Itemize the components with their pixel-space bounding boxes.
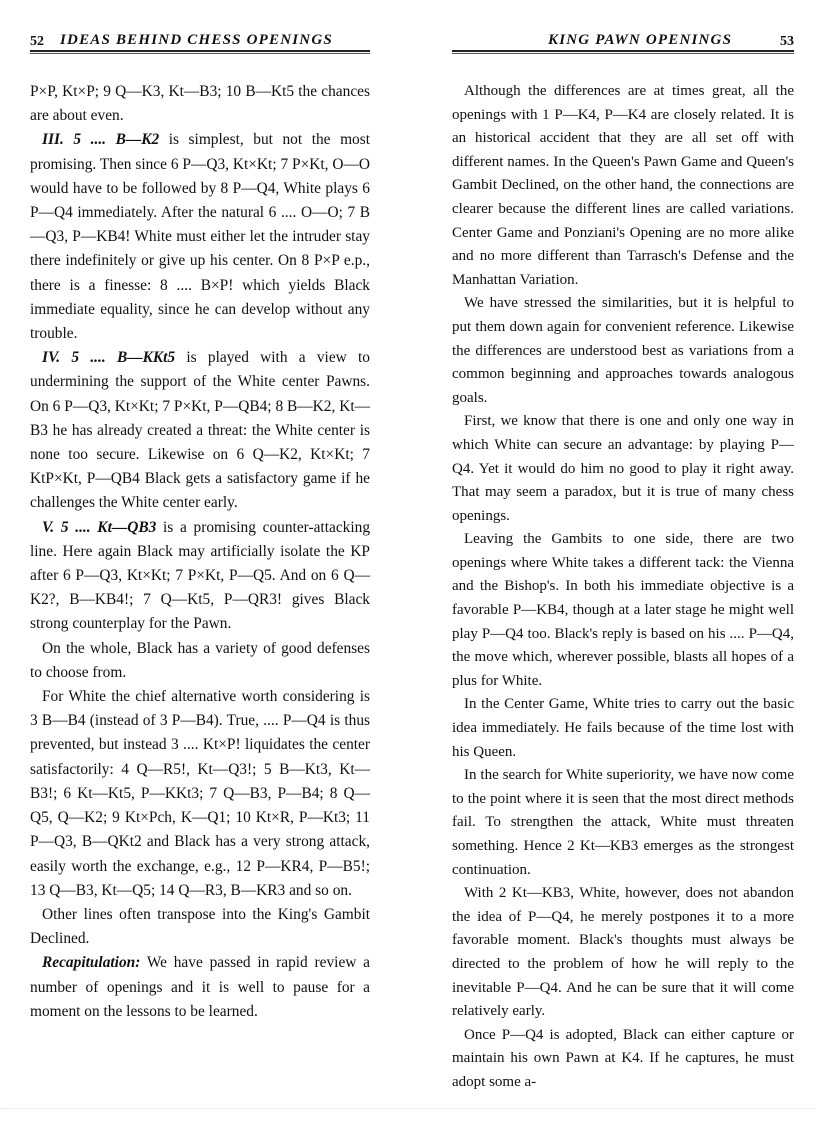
paragraph: Although the differences are at times great, all the openings with 1 P—K4, P—K4 are closely related. It is an historical accident that they are all set off with different names. In the Queen's Pawn Game and Queen's Gambit Declined, on the other hand, the connections are clearer because the different lines are called variations. Center Game and Ponziani's Opening are no more alike and no more different than Tarrasch's Defense and the Manhattan Variation. (452, 83, 794, 288)
header-rule-thin (452, 53, 794, 54)
right-page-number: 53 (780, 34, 794, 49)
variation-heading: III. 5 .... B—K2 (42, 131, 160, 149)
header-rule (30, 50, 370, 52)
paragraph: P×P, Kt×P; 9 Q—K3, Kt—B3; 10 B—Kt5 the chances are about even. (30, 83, 370, 125)
left-page-body (30, 80, 370, 1024)
paragraph: V. 5 .... Kt—QB3 is a promising counter-attacking line. Here again Black may artificially isolate the KP after 6 P—Q3, Kt×Kt; 7 P×Kt, P—Q5. And on 6 Q—K2?, B—KB4!; 7 Q—Kt5, P—QR3! gives Black strong counterplay for the Pawn. (30, 518, 371, 633)
right-page-body (452, 80, 794, 1095)
paragraph: On the whole, Black has a variety of good defenses to choose from. (30, 639, 370, 681)
paragraph: With 2 Kt—KB3, White, however, does not abandon the idea of P—Q4, he merely postpones it to a more favorable moment. Black's thoughts must always be directed to the problem of how he will reply to the inevitable P—Q4. And he can be sure that it will come relatively early. (452, 885, 794, 1020)
variation-heading: IV. 5 .... B—KKt5 (42, 349, 176, 367)
paragraph: In the search for White superiority, we have now come to the point where it is seen that the most direct methods fail. To strengthen the attack, White must threaten something. Hence 2 Kt—KB3 emerges as the strongest continuation. (452, 767, 794, 878)
header-rule-thin (30, 53, 370, 54)
header-rule (452, 50, 794, 52)
paragraph: Other lines often transpose into the King's Gambit Declined. (30, 905, 370, 948)
variation-heading: V. 5 .... Kt—QB3 (42, 518, 157, 536)
paragraph: First, we know that there is one and only one way in which White can secure an advantage: by playing P—Q4. Yet it would do him no good to play it right away. That may seem a paradox, but it is true of many chess openings. (452, 413, 794, 524)
section-heading: Recapitulation: (42, 954, 141, 972)
page-bottom-edge (0, 1108, 816, 1109)
left-running-title: IDEAS BEHIND CHESS OPENINGS (60, 32, 333, 48)
paragraph: We have stressed the similarities, but it is helpful to put them down again for convenient reference. Likewise the differences are understood best as variations from a common beginning and approaches towards analogous goals. (452, 295, 794, 406)
right-running-title: KING PAWN OPENINGS (548, 32, 733, 48)
paragraph: For White the chief alternative worth considering is 3 B—B4 (instead of 3 P—B4). True, .... P—Q4 is thus prevented, but instead 3 .... Kt×P! liquidates the center satisfactorily: 4 Q—R5!, Kt—Q3!; 5 B—Kt3, Kt—B3!; 6 Kt—Kt5, P—KKt3; 7 Q—B3, P—B4; 8 Q—Q5, Q—K2; 9 Kt×Pch, K—Q1; 10 Kt×R, P—Kt3; 11 P—Q3, B—QKt2 and Black has a very strong attack, easily worth the exchange, e.g., 12 P—KR4, P—B5!; 13 Q—B3, Kt—Q5; 14 Q—R3, B—KR3 and so on. (30, 688, 370, 899)
paragraph: Once P—Q4 is adopted, Black can either capture or maintain his own Pawn at K4. If he captures, he must adopt some a- (452, 1026, 794, 1090)
left-page-header (30, 0, 370, 49)
paragraph: IV. 5 .... B—KKt5 is played with a view to undermining the support of the White center Pawns. On 6 P—Q3, Kt×Kt; 7 P×Kt, P—QB4; 8 B—K2, Kt—B3 he has already created a threat: the White center is none too secure. Likewise on 6 Q—K2, Kt×Kt; 7 KtP×Kt, P—QB4 Black gets a satisfactory game if he challenges the White center early. (30, 349, 370, 512)
right-page (408, 0, 816, 1123)
paragraph: Leaving the Gambits to one side, there are two openings where White takes a different tack: the Vienna and the Bishop's. In both his immediate objective is a favorable P—KB4, though at a later stage he might well play P—Q4 too. Black's reply is based on his .... P—Q4, the move which, wherever possible, blasts all hopes of a plus for White. (452, 531, 794, 689)
paragraph: Recapitulation: We have passed in rapid review a number of openings and it is well to pause for a moment on the lessons to be learned. (30, 954, 370, 1020)
paragraph: In the Center Game, White tries to carry out the basic idea immediately. He fails because of the time lost with his Queen. (452, 696, 794, 760)
right-page-header (452, 0, 794, 49)
paragraph: III. 5 .... B—K2 is simplest, but not the most promising. Then since 6 P—Q3, Kt×Kt; 7 P×Kt, O—O would have to be followed by 8 P—Q4, White plays 6 P—Q4 immediately. After the natural 6 .... O—O; 7 B—Q3, P—KB4! White must either let the intruder stay there indefinitely or give up his center. On 8 P×P e.p., there is a finesse: 8 .... B×P! which yields Black immediate equality, since he can develop without any trouble. (30, 131, 370, 343)
left-page-number: 52 (30, 34, 44, 49)
